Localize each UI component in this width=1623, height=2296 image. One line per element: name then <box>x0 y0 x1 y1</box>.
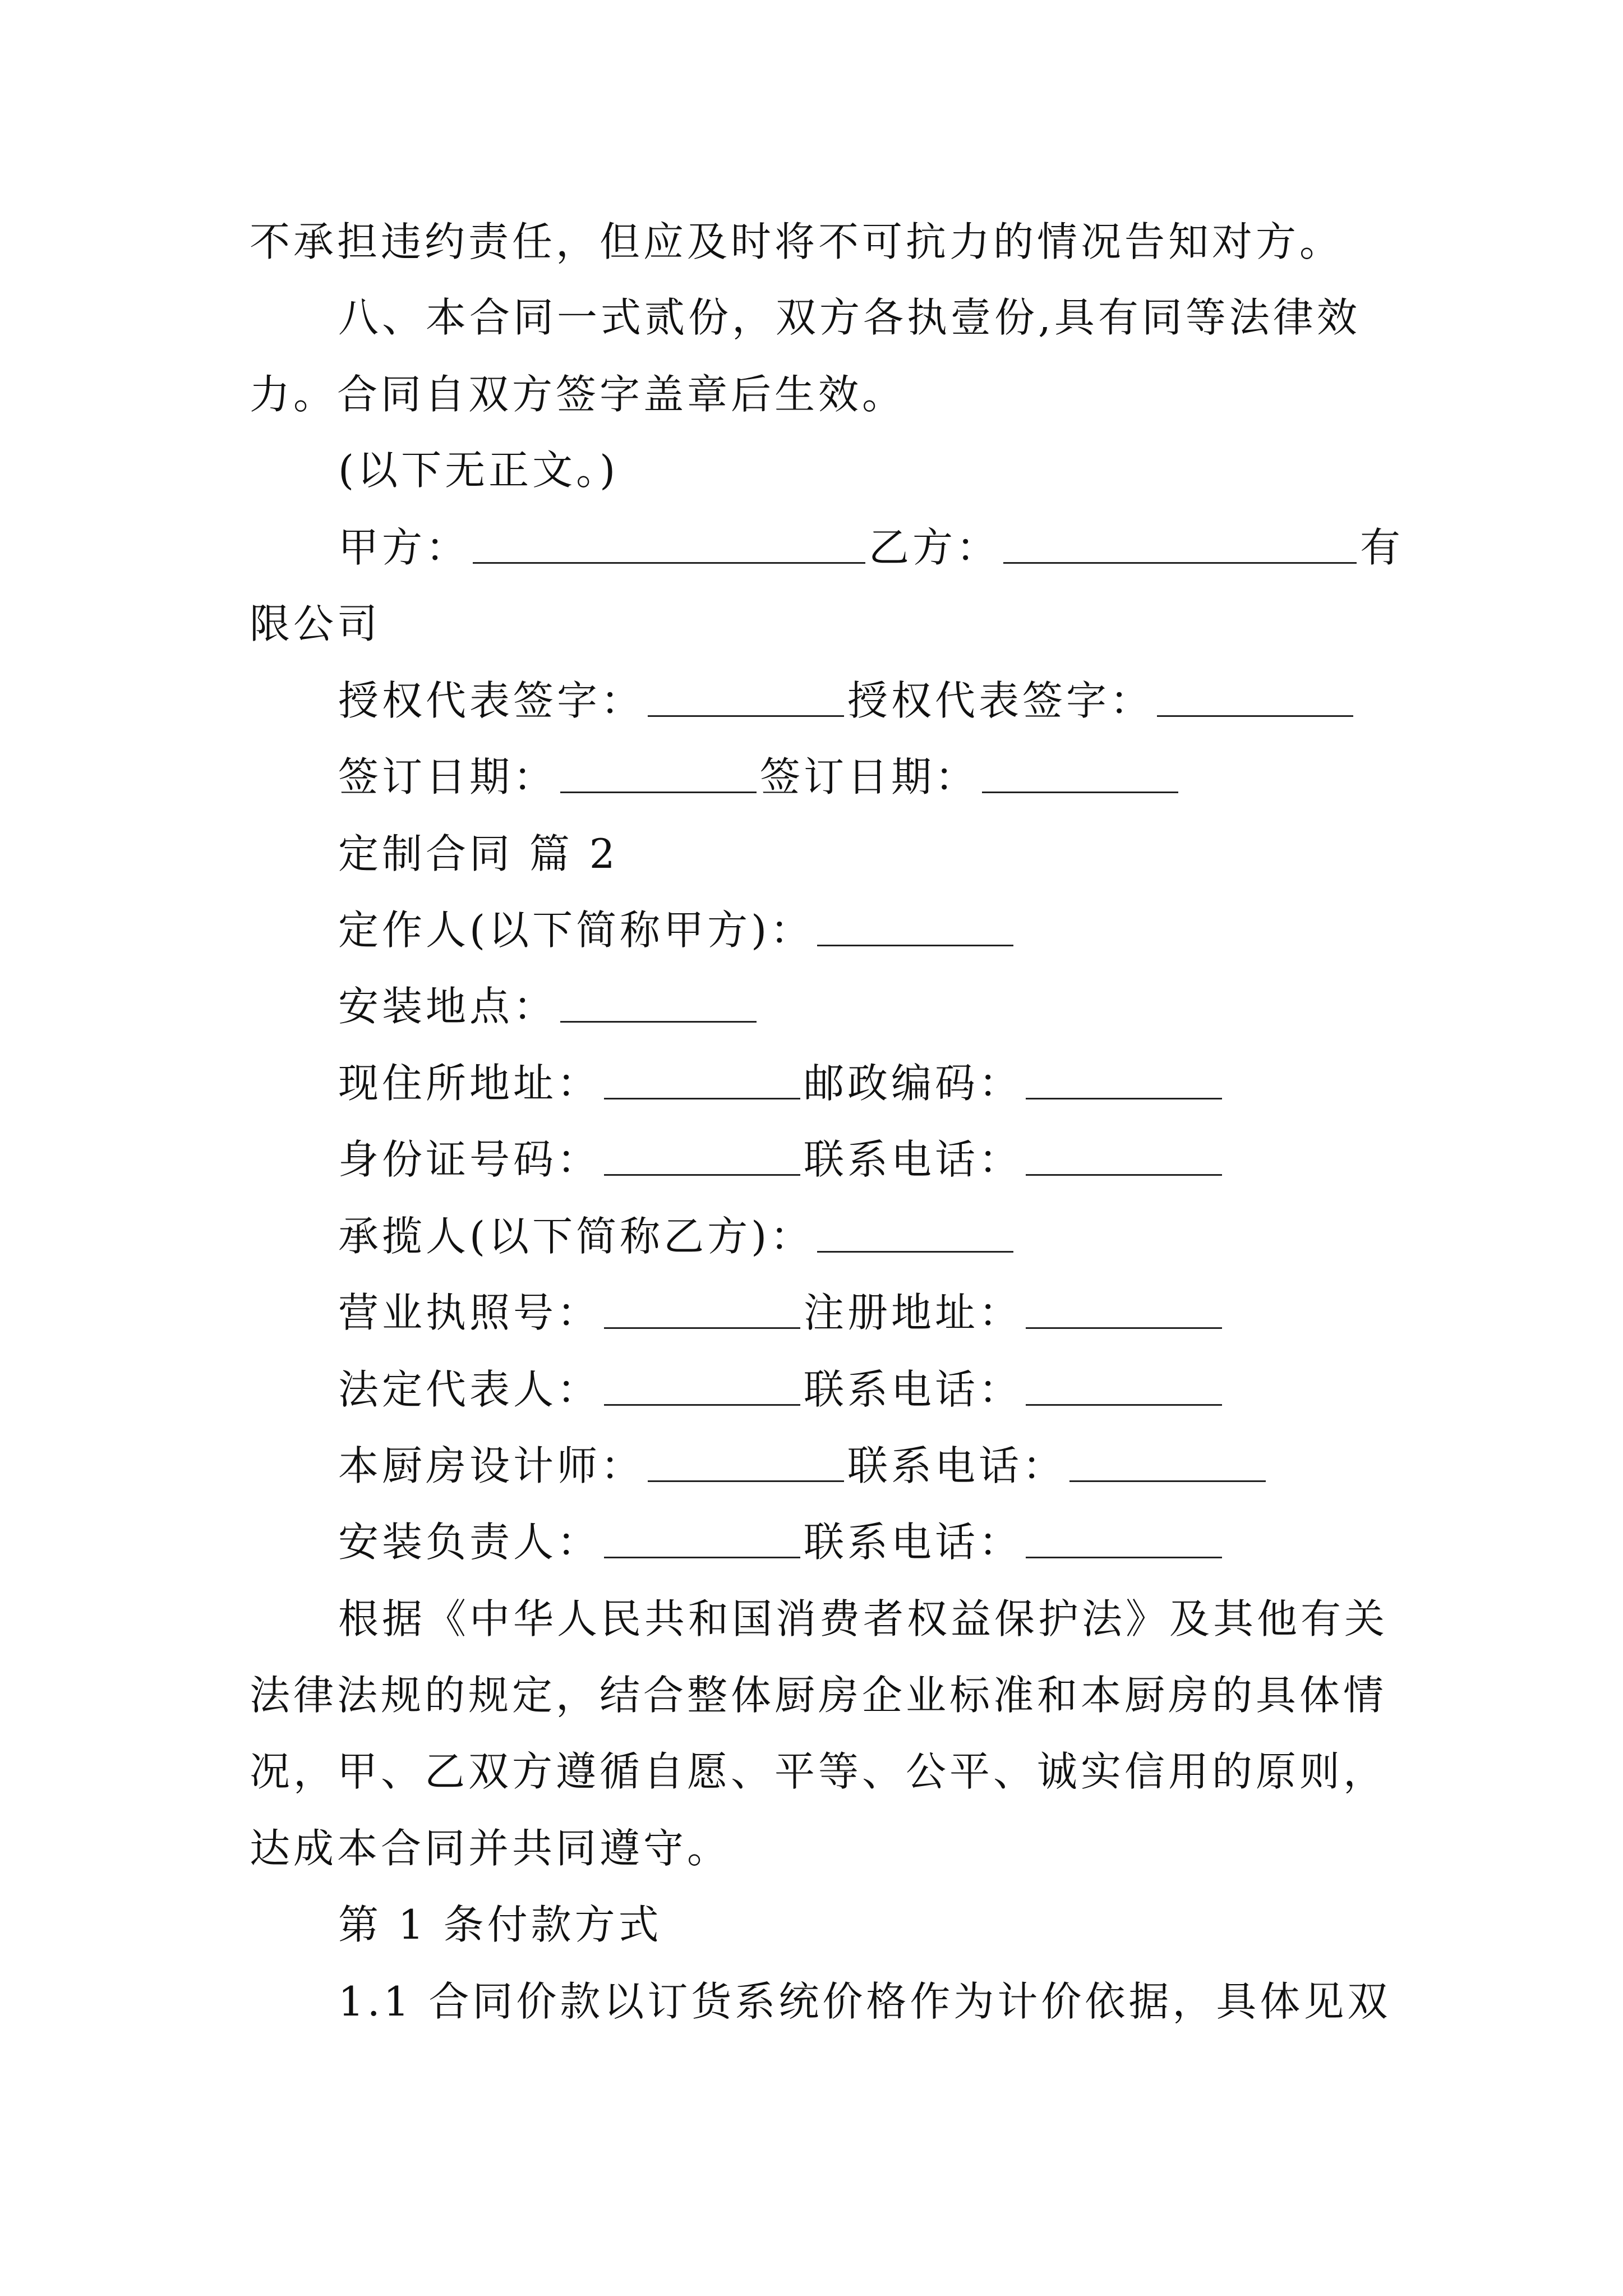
paragraph-line <box>338 1978 1391 2025</box>
postcode-label: 邮政编码： <box>804 1060 1023 1107</box>
text-line: 不承担违约责任，但应及时将不可抗力的情况告知对方。 <box>250 218 1344 265</box>
form-line-install-lead <box>338 1519 1225 1566</box>
legal-rep-label: 法定代表人： <box>338 1366 601 1413</box>
phone-label: 联系电话： <box>847 1442 1067 1489</box>
party-a-blank <box>473 562 865 564</box>
date-b-label: 签订日期： <box>760 753 979 800</box>
form-line-address <box>338 1060 1225 1107</box>
address-blank <box>604 1097 800 1099</box>
paragraph-line <box>250 1825 731 1872</box>
signature-date-line <box>338 753 1182 800</box>
orderer-blank <box>817 944 1013 946</box>
form-line-id <box>338 1136 1225 1183</box>
form-line-designer <box>338 1442 1269 1489</box>
text-line: 八、本合同一式贰份，双方各执壹份,具有同等法律效 <box>338 294 1361 341</box>
legal-rep-blank <box>604 1404 800 1406</box>
text-line: 力。合同自双方签字盖章后生效。 <box>250 371 906 418</box>
license-label: 营业执照号： <box>338 1289 601 1336</box>
text-line: 达成本合同并共同遵守。 <box>250 1825 731 1872</box>
phone-blank <box>1026 1174 1222 1176</box>
paragraph-line <box>250 218 1344 265</box>
license-blank <box>604 1327 800 1329</box>
rep-a-label: 授权代表签字： <box>338 677 645 724</box>
date-a-label: 签订日期： <box>338 753 557 800</box>
phone-blank <box>1026 1556 1222 1558</box>
phone-blank <box>1069 1480 1266 1482</box>
text-line: 法律法规的规定，结合整体厨房企业标准和本厨房的具体情 <box>250 1672 1387 1719</box>
phone-label: 联系电话： <box>804 1136 1023 1183</box>
designer-label: 本厨房设计师： <box>338 1442 645 1489</box>
date-b-blank <box>982 791 1178 793</box>
text-line: 限公司 <box>250 600 381 647</box>
phone-blank <box>1026 1404 1222 1406</box>
id-number-blank <box>604 1174 800 1176</box>
install-site-blank <box>560 1020 757 1023</box>
install-lead-blank <box>604 1556 800 1558</box>
paragraph-line <box>250 600 381 647</box>
reg-address-label: 注册地址： <box>804 1289 1023 1336</box>
party-b-label: 乙方： <box>869 524 1000 571</box>
orderer-label: 定作人(以下简称甲方)： <box>338 907 814 954</box>
rep-b-blank <box>1157 715 1353 717</box>
id-number-label: 身份证号码： <box>338 1136 601 1183</box>
party-b-blank <box>1003 562 1357 564</box>
phone-label: 联系电话： <box>804 1519 1023 1566</box>
form-line-license <box>338 1289 1225 1336</box>
text-line: 根据《中华人民共和国消费者权益保护法》及其他有关 <box>338 1595 1389 1642</box>
paragraph-line <box>250 1748 1387 1795</box>
party-b-suffix: 有 <box>1360 524 1404 571</box>
paragraph-line <box>338 1595 1389 1642</box>
paragraph-line <box>338 447 619 494</box>
signature-parties-line <box>338 524 1404 571</box>
form-line-orderer <box>338 907 1017 954</box>
signature-rep-line <box>338 677 1357 724</box>
paragraph-line <box>250 371 906 418</box>
date-a-blank <box>560 791 757 793</box>
reg-address-blank <box>1026 1327 1222 1329</box>
install-site-label: 安装地点： <box>338 983 557 1030</box>
rep-a-blank <box>648 715 844 717</box>
rep-b-label: 授权代表签字： <box>847 677 1154 724</box>
clause-heading <box>338 1901 662 1948</box>
form-line-contractor <box>338 1213 1017 1260</box>
text-line: 定制合同 篇 2 <box>338 830 619 877</box>
contractor-label: 承揽人(以下简称乙方)： <box>338 1213 814 1260</box>
text-line: 1.1 合同价款以订货系统价格作为计价依据，具体见双 <box>338 1978 1391 2025</box>
postcode-blank <box>1026 1097 1222 1099</box>
paragraph-line <box>338 294 1361 341</box>
text-line: 第 1 条付款方式 <box>338 1901 662 1948</box>
designer-blank <box>648 1480 844 1482</box>
install-lead-label: 安装负责人： <box>338 1519 601 1566</box>
contractor-blank <box>817 1250 1013 1253</box>
address-label: 现住所地址： <box>338 1060 601 1107</box>
form-line-install-site <box>338 983 760 1030</box>
text-line: 况，甲、乙双方遵循自愿、平等、公平、诚实信用的原则， <box>250 1748 1387 1795</box>
party-a-label: 甲方： <box>338 524 470 571</box>
section-title <box>338 830 619 877</box>
form-line-legal-rep <box>338 1366 1225 1413</box>
text-line: (以下无正文。) <box>338 447 619 494</box>
phone-label: 联系电话： <box>804 1366 1023 1413</box>
paragraph-line <box>250 1672 1387 1719</box>
